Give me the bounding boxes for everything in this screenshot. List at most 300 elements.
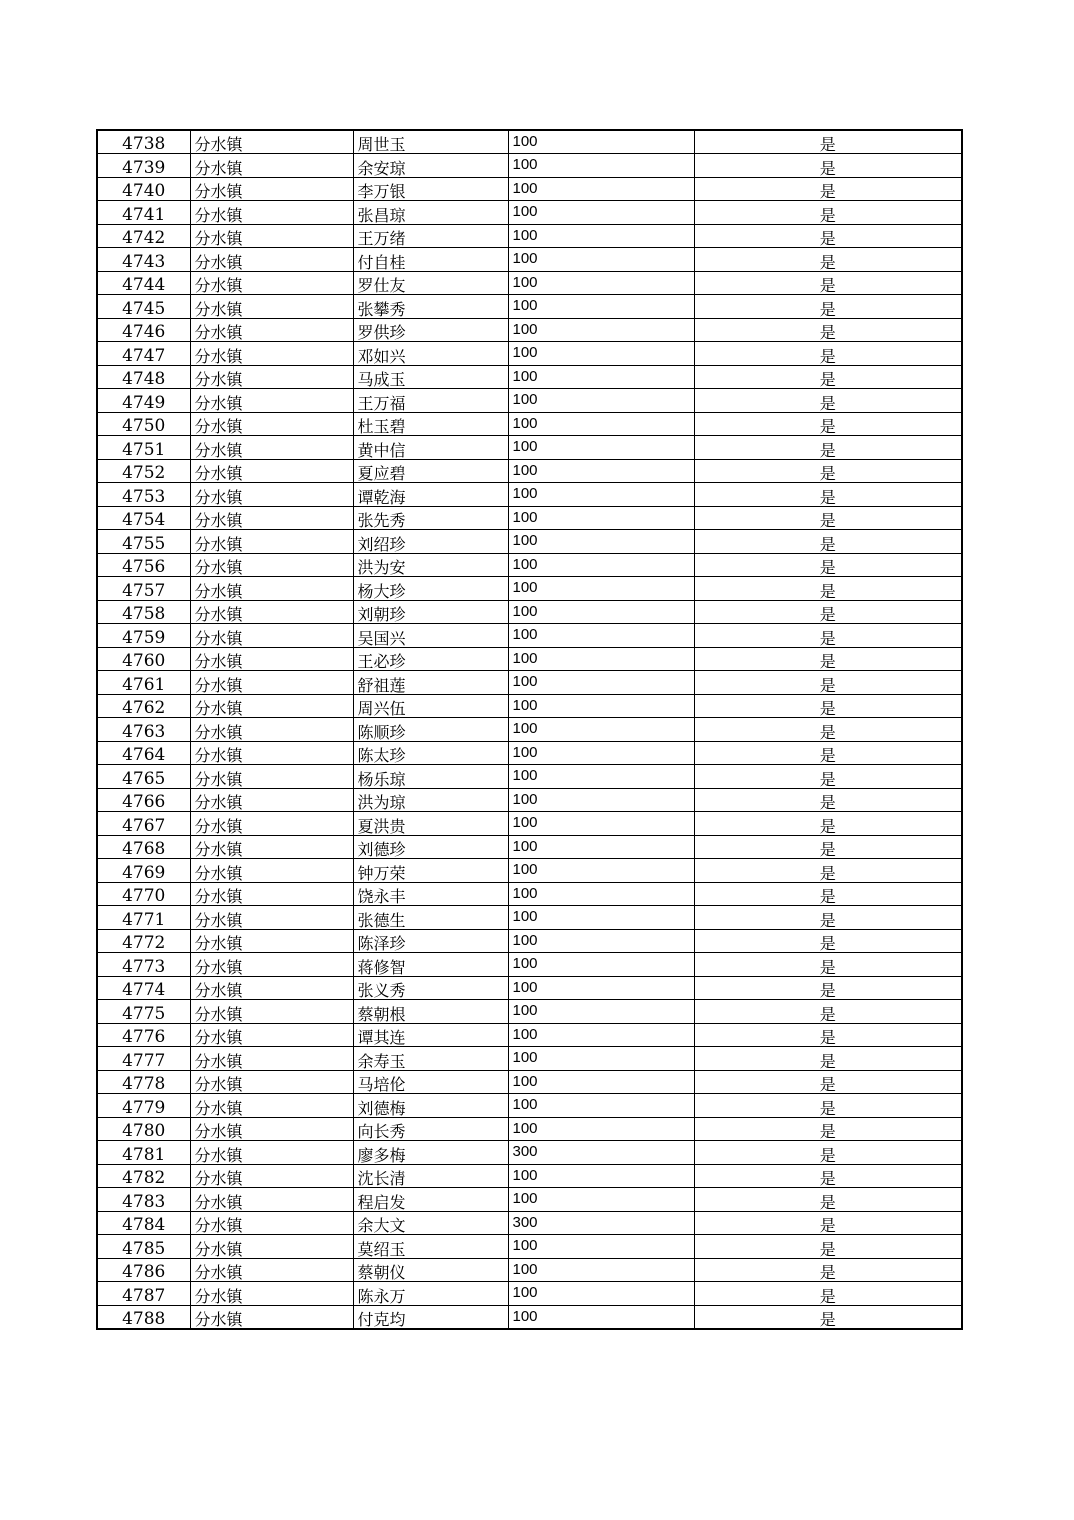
table-row	[97, 224, 962, 248]
cell-town: 分水镇	[190, 1258, 353, 1282]
cell-flag: 是	[694, 624, 962, 648]
table-row	[97, 459, 962, 483]
cell-number: 4753	[97, 483, 190, 507]
cell-flag: 是	[694, 224, 962, 248]
cell-number: 4783	[97, 1188, 190, 1212]
cell-amount: 100	[508, 882, 694, 906]
cell-amount: 100	[508, 436, 694, 460]
cell-number: 4764	[97, 741, 190, 765]
cell-amount: 100	[508, 929, 694, 953]
table-row	[97, 812, 962, 836]
cell-flag: 是	[694, 506, 962, 530]
cell-amount: 100	[508, 530, 694, 554]
cell-town: 分水镇	[190, 271, 353, 295]
cell-number: 4759	[97, 624, 190, 648]
table-row	[97, 1117, 962, 1141]
cell-name: 程启发	[353, 1188, 508, 1212]
cell-name: 谭其连	[353, 1023, 508, 1047]
cell-amount: 100	[508, 365, 694, 389]
cell-name: 杜玉碧	[353, 412, 508, 436]
cell-amount: 100	[508, 859, 694, 883]
cell-flag: 是	[694, 906, 962, 930]
cell-amount: 100	[508, 671, 694, 695]
cell-amount: 100	[508, 835, 694, 859]
cell-name: 刘德珍	[353, 835, 508, 859]
cell-amount: 100	[508, 624, 694, 648]
cell-name: 刘朝珍	[353, 600, 508, 624]
cell-amount: 100	[508, 342, 694, 366]
cell-name: 张攀秀	[353, 295, 508, 319]
cell-flag: 是	[694, 1164, 962, 1188]
cell-name: 王万福	[353, 389, 508, 413]
cell-amount: 100	[508, 1000, 694, 1024]
cell-number: 4748	[97, 365, 190, 389]
cell-town: 分水镇	[190, 788, 353, 812]
cell-town: 分水镇	[190, 671, 353, 695]
cell-name: 陈永万	[353, 1282, 508, 1306]
cell-town: 分水镇	[190, 1000, 353, 1024]
cell-town: 分水镇	[190, 436, 353, 460]
cell-name: 张昌琼	[353, 201, 508, 225]
cell-number: 4762	[97, 694, 190, 718]
cell-number: 4746	[97, 318, 190, 342]
cell-number: 4784	[97, 1211, 190, 1235]
table-row	[97, 248, 962, 272]
cell-amount: 100	[508, 201, 694, 225]
cell-amount: 100	[508, 1117, 694, 1141]
cell-flag: 是	[694, 130, 962, 154]
table-row	[97, 342, 962, 366]
cell-town: 分水镇	[190, 577, 353, 601]
cell-name: 夏应碧	[353, 459, 508, 483]
cell-town: 分水镇	[190, 906, 353, 930]
cell-town: 分水镇	[190, 976, 353, 1000]
cell-number: 4745	[97, 295, 190, 319]
cell-name: 周世玉	[353, 130, 508, 154]
cell-flag: 是	[694, 530, 962, 554]
cell-name: 马成玉	[353, 365, 508, 389]
cell-number: 4751	[97, 436, 190, 460]
cell-number: 4750	[97, 412, 190, 436]
table-row	[97, 530, 962, 554]
cell-town: 分水镇	[190, 224, 353, 248]
cell-number: 4757	[97, 577, 190, 601]
cell-name: 张义秀	[353, 976, 508, 1000]
cell-flag: 是	[694, 154, 962, 178]
cell-number: 4740	[97, 177, 190, 201]
cell-name: 付克均	[353, 1305, 508, 1329]
cell-flag: 是	[694, 577, 962, 601]
table-row	[97, 953, 962, 977]
cell-flag: 是	[694, 412, 962, 436]
cell-amount: 100	[508, 177, 694, 201]
table-row	[97, 1282, 962, 1306]
cell-flag: 是	[694, 1000, 962, 1024]
cell-town: 分水镇	[190, 248, 353, 272]
cell-town: 分水镇	[190, 1070, 353, 1094]
cell-number: 4744	[97, 271, 190, 295]
cell-name: 杨大珍	[353, 577, 508, 601]
cell-town: 分水镇	[190, 1047, 353, 1071]
cell-name: 李万银	[353, 177, 508, 201]
cell-flag: 是	[694, 1141, 962, 1165]
table-row	[97, 506, 962, 530]
cell-amount: 100	[508, 271, 694, 295]
cell-number: 4755	[97, 530, 190, 554]
cell-number: 4756	[97, 553, 190, 577]
cell-amount: 100	[508, 248, 694, 272]
table-row	[97, 1023, 962, 1047]
cell-flag: 是	[694, 553, 962, 577]
cell-name: 马培伦	[353, 1070, 508, 1094]
cell-name: 饶永丰	[353, 882, 508, 906]
cell-town: 分水镇	[190, 624, 353, 648]
cell-amount: 100	[508, 718, 694, 742]
cell-name: 余安琼	[353, 154, 508, 178]
cell-flag: 是	[694, 318, 962, 342]
cell-amount: 100	[508, 318, 694, 342]
cell-flag: 是	[694, 1117, 962, 1141]
cell-flag: 是	[694, 1094, 962, 1118]
cell-flag: 是	[694, 1211, 962, 1235]
table-row	[97, 718, 962, 742]
cell-amount: 100	[508, 765, 694, 789]
cell-number: 4787	[97, 1282, 190, 1306]
cell-number: 4765	[97, 765, 190, 789]
cell-amount: 100	[508, 788, 694, 812]
cell-name: 余大文	[353, 1211, 508, 1235]
cell-number: 4778	[97, 1070, 190, 1094]
cell-amount: 100	[508, 812, 694, 836]
cell-number: 4742	[97, 224, 190, 248]
cell-town: 分水镇	[190, 1164, 353, 1188]
cell-town: 分水镇	[190, 859, 353, 883]
cell-number: 4747	[97, 342, 190, 366]
cell-flag: 是	[694, 1258, 962, 1282]
cell-name: 陈太珍	[353, 741, 508, 765]
cell-flag: 是	[694, 1070, 962, 1094]
cell-name: 王必珍	[353, 647, 508, 671]
cell-flag: 是	[694, 976, 962, 1000]
cell-flag: 是	[694, 835, 962, 859]
cell-amount: 100	[508, 412, 694, 436]
cell-flag: 是	[694, 1047, 962, 1071]
cell-town: 分水镇	[190, 718, 353, 742]
cell-town: 分水镇	[190, 1094, 353, 1118]
table-row	[97, 318, 962, 342]
table-row	[97, 647, 962, 671]
cell-flag: 是	[694, 1235, 962, 1259]
cell-town: 分水镇	[190, 389, 353, 413]
cell-number: 4775	[97, 1000, 190, 1024]
cell-town: 分水镇	[190, 459, 353, 483]
cell-name: 蔡朝仪	[353, 1258, 508, 1282]
cell-town: 分水镇	[190, 1282, 353, 1306]
cell-flag: 是	[694, 694, 962, 718]
table-row	[97, 271, 962, 295]
table-row	[97, 741, 962, 765]
cell-amount: 100	[508, 953, 694, 977]
cell-amount: 100	[508, 1023, 694, 1047]
table-row	[97, 1000, 962, 1024]
cell-flag: 是	[694, 483, 962, 507]
cell-amount: 100	[508, 130, 694, 154]
cell-amount: 100	[508, 694, 694, 718]
cell-name: 蒋修智	[353, 953, 508, 977]
table-row	[97, 577, 962, 601]
table-row	[97, 906, 962, 930]
cell-number: 4766	[97, 788, 190, 812]
table-row	[97, 859, 962, 883]
cell-amount: 100	[508, 906, 694, 930]
cell-flag: 是	[694, 647, 962, 671]
cell-flag: 是	[694, 177, 962, 201]
table-row	[97, 201, 962, 225]
cell-number: 4767	[97, 812, 190, 836]
cell-name: 吴国兴	[353, 624, 508, 648]
cell-amount: 100	[508, 1282, 694, 1306]
cell-name: 张先秀	[353, 506, 508, 530]
cell-town: 分水镇	[190, 694, 353, 718]
table-row	[97, 976, 962, 1000]
cell-town: 分水镇	[190, 201, 353, 225]
cell-number: 4761	[97, 671, 190, 695]
cell-flag: 是	[694, 389, 962, 413]
cell-number: 4786	[97, 1258, 190, 1282]
cell-flag: 是	[694, 600, 962, 624]
table-row	[97, 1258, 962, 1282]
cell-number: 4788	[97, 1305, 190, 1329]
cell-flag: 是	[694, 201, 962, 225]
cell-name: 洪为琼	[353, 788, 508, 812]
cell-amount: 100	[508, 976, 694, 1000]
cell-number: 4770	[97, 882, 190, 906]
cell-flag: 是	[694, 365, 962, 389]
cell-flag: 是	[694, 459, 962, 483]
table-row	[97, 1164, 962, 1188]
cell-name: 罗仕友	[353, 271, 508, 295]
cell-name: 周兴伍	[353, 694, 508, 718]
cell-number: 4771	[97, 906, 190, 930]
cell-name: 洪为安	[353, 553, 508, 577]
cell-town: 分水镇	[190, 1141, 353, 1165]
cell-flag: 是	[694, 248, 962, 272]
table-row	[97, 929, 962, 953]
table-row	[97, 412, 962, 436]
table-row	[97, 1094, 962, 1118]
cell-flag: 是	[694, 271, 962, 295]
cell-town: 分水镇	[190, 483, 353, 507]
cell-name: 邓如兴	[353, 342, 508, 366]
cell-name: 黄中信	[353, 436, 508, 460]
cell-name: 蔡朝根	[353, 1000, 508, 1024]
table-row	[97, 436, 962, 460]
cell-amount: 100	[508, 553, 694, 577]
cell-number: 4781	[97, 1141, 190, 1165]
cell-name: 沈长清	[353, 1164, 508, 1188]
cell-town: 分水镇	[190, 835, 353, 859]
cell-town: 分水镇	[190, 177, 353, 201]
cell-number: 4780	[97, 1117, 190, 1141]
cell-amount: 100	[508, 154, 694, 178]
cell-number: 4774	[97, 976, 190, 1000]
cell-flag: 是	[694, 741, 962, 765]
cell-town: 分水镇	[190, 342, 353, 366]
cell-name: 谭乾海	[353, 483, 508, 507]
data-table	[96, 129, 963, 1330]
cell-flag: 是	[694, 671, 962, 695]
cell-town: 分水镇	[190, 929, 353, 953]
cell-town: 分水镇	[190, 600, 353, 624]
cell-town: 分水镇	[190, 318, 353, 342]
cell-town: 分水镇	[190, 530, 353, 554]
cell-amount: 100	[508, 295, 694, 319]
table-row	[97, 1070, 962, 1094]
cell-name: 向长秀	[353, 1117, 508, 1141]
table-row	[97, 553, 962, 577]
table-row	[97, 130, 962, 154]
cell-number: 4772	[97, 929, 190, 953]
cell-number: 4758	[97, 600, 190, 624]
cell-town: 分水镇	[190, 765, 353, 789]
table-row	[97, 1235, 962, 1259]
cell-name: 余寿玉	[353, 1047, 508, 1071]
cell-number: 4768	[97, 835, 190, 859]
table-row	[97, 389, 962, 413]
cell-amount: 100	[508, 459, 694, 483]
table-row	[97, 154, 962, 178]
table-row	[97, 1141, 962, 1165]
cell-town: 分水镇	[190, 1211, 353, 1235]
cell-amount: 100	[508, 1235, 694, 1259]
cell-amount: 300	[508, 1211, 694, 1235]
table-row	[97, 483, 962, 507]
cell-amount: 100	[508, 483, 694, 507]
table-row	[97, 1305, 962, 1329]
cell-flag: 是	[694, 342, 962, 366]
cell-number: 4760	[97, 647, 190, 671]
cell-name: 杨乐琼	[353, 765, 508, 789]
cell-town: 分水镇	[190, 506, 353, 530]
cell-number: 4773	[97, 953, 190, 977]
cell-flag: 是	[694, 436, 962, 460]
cell-flag: 是	[694, 882, 962, 906]
cell-number: 4754	[97, 506, 190, 530]
cell-amount: 100	[508, 1258, 694, 1282]
cell-town: 分水镇	[190, 812, 353, 836]
table-row	[97, 835, 962, 859]
cell-name: 夏洪贵	[353, 812, 508, 836]
cell-flag: 是	[694, 859, 962, 883]
cell-amount: 100	[508, 1094, 694, 1118]
cell-town: 分水镇	[190, 412, 353, 436]
cell-number: 4769	[97, 859, 190, 883]
cell-flag: 是	[694, 1282, 962, 1306]
table-row	[97, 1188, 962, 1212]
cell-name: 莫绍玉	[353, 1235, 508, 1259]
cell-name: 罗供珍	[353, 318, 508, 342]
table-row	[97, 788, 962, 812]
table-row	[97, 694, 962, 718]
cell-amount: 100	[508, 506, 694, 530]
cell-amount: 100	[508, 389, 694, 413]
cell-town: 分水镇	[190, 1235, 353, 1259]
cell-amount: 100	[508, 647, 694, 671]
cell-amount: 100	[508, 1164, 694, 1188]
cell-amount: 100	[508, 1188, 694, 1212]
cell-town: 分水镇	[190, 741, 353, 765]
cell-amount: 100	[508, 577, 694, 601]
cell-name: 张德生	[353, 906, 508, 930]
table-row	[97, 882, 962, 906]
cell-flag: 是	[694, 1305, 962, 1329]
table-row	[97, 765, 962, 789]
cell-name: 舒祖莲	[353, 671, 508, 695]
cell-town: 分水镇	[190, 130, 353, 154]
cell-town: 分水镇	[190, 1305, 353, 1329]
cell-town: 分水镇	[190, 365, 353, 389]
table-row	[97, 1047, 962, 1071]
cell-number: 4738	[97, 130, 190, 154]
cell-name: 陈顺珍	[353, 718, 508, 742]
table-row	[97, 1211, 962, 1235]
cell-flag: 是	[694, 1023, 962, 1047]
cell-town: 分水镇	[190, 295, 353, 319]
cell-name: 廖多梅	[353, 1141, 508, 1165]
cell-number: 4785	[97, 1235, 190, 1259]
table-row	[97, 295, 962, 319]
cell-flag: 是	[694, 812, 962, 836]
table-row	[97, 671, 962, 695]
cell-amount: 100	[508, 1305, 694, 1329]
cell-flag: 是	[694, 1188, 962, 1212]
cell-name: 付自桂	[353, 248, 508, 272]
cell-name: 王万绪	[353, 224, 508, 248]
cell-flag: 是	[694, 295, 962, 319]
table-row	[97, 365, 962, 389]
cell-town: 分水镇	[190, 953, 353, 977]
cell-number: 4741	[97, 201, 190, 225]
table-body	[97, 130, 962, 1329]
table-row	[97, 624, 962, 648]
cell-number: 4739	[97, 154, 190, 178]
cell-number: 4782	[97, 1164, 190, 1188]
cell-number: 4743	[97, 248, 190, 272]
cell-flag: 是	[694, 788, 962, 812]
table-row	[97, 177, 962, 201]
cell-town: 分水镇	[190, 553, 353, 577]
cell-flag: 是	[694, 718, 962, 742]
cell-amount: 100	[508, 741, 694, 765]
table-row	[97, 600, 962, 624]
cell-flag: 是	[694, 953, 962, 977]
cell-number: 4749	[97, 389, 190, 413]
cell-number: 4779	[97, 1094, 190, 1118]
cell-amount: 100	[508, 1070, 694, 1094]
cell-amount: 100	[508, 224, 694, 248]
cell-number: 4763	[97, 718, 190, 742]
cell-number: 4777	[97, 1047, 190, 1071]
cell-town: 分水镇	[190, 882, 353, 906]
cell-flag: 是	[694, 765, 962, 789]
cell-amount: 300	[508, 1141, 694, 1165]
cell-town: 分水镇	[190, 1117, 353, 1141]
cell-name: 刘绍珍	[353, 530, 508, 554]
cell-amount: 100	[508, 600, 694, 624]
cell-amount: 100	[508, 1047, 694, 1071]
cell-name: 陈泽珍	[353, 929, 508, 953]
cell-town: 分水镇	[190, 1188, 353, 1212]
